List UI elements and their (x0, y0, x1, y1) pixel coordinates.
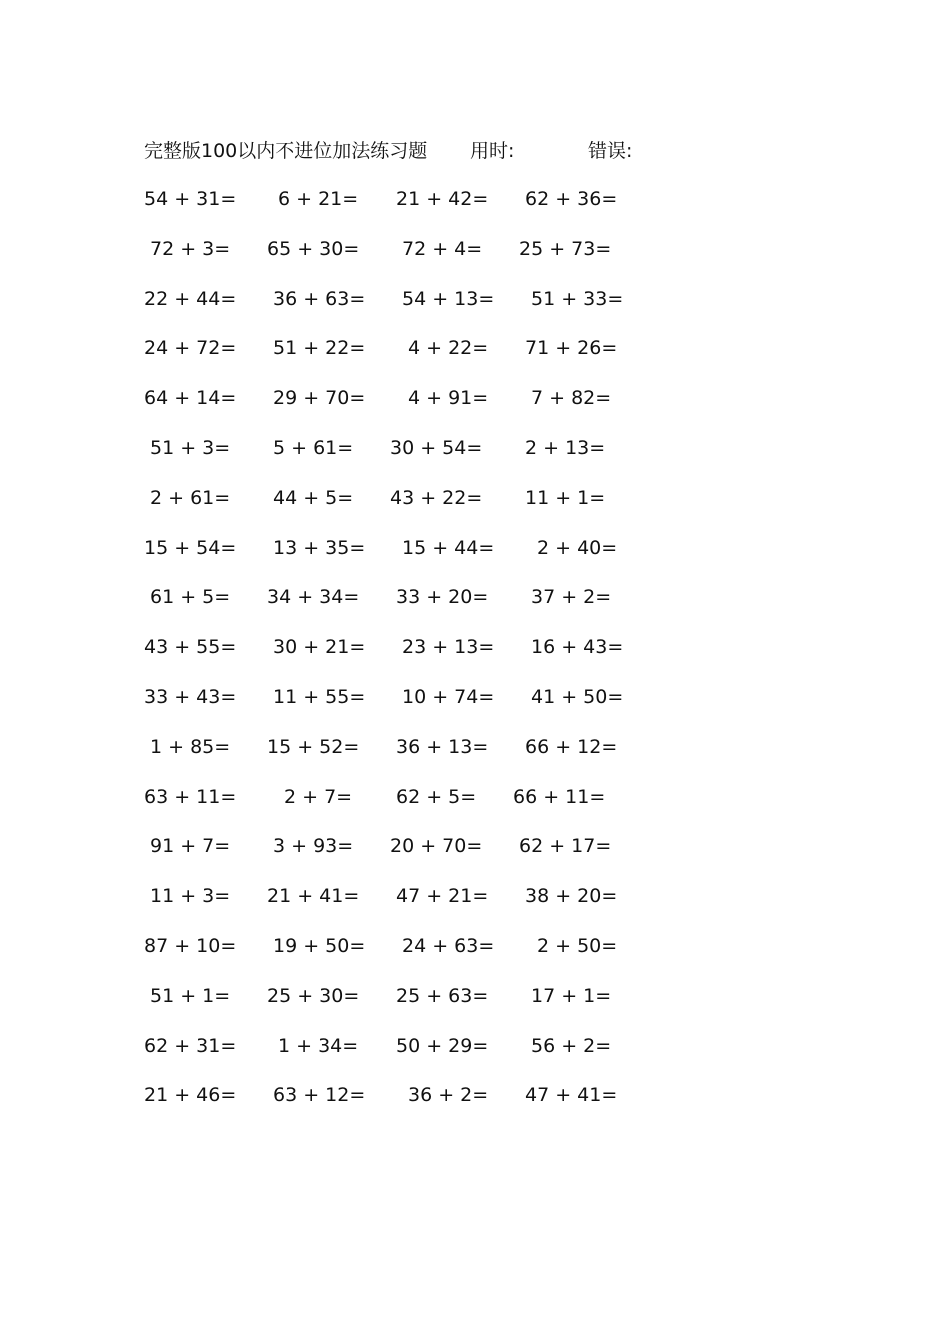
addition-problem: 15 + 54= (144, 536, 237, 559)
addition-problem: 37 + 2= (531, 586, 612, 609)
problem-row (0, 682, 950, 732)
problem-grid (0, 184, 950, 1130)
problem-row (0, 831, 950, 881)
addition-problem: 6 + 21= (278, 188, 359, 210)
addition-problem: 29 + 70= (273, 387, 366, 410)
addition-problem: 62 + 5= (396, 785, 477, 808)
addition-problem: 51 + 1= (150, 984, 231, 1007)
addition-problem: 64 + 14= (144, 387, 237, 410)
addition-problem: 21 + 46= (144, 1084, 237, 1107)
problem-row (0, 284, 950, 334)
addition-problem: 11 + 55= (273, 685, 366, 708)
addition-problem: 25 + 30= (267, 984, 360, 1007)
worksheet-header (0, 136, 950, 166)
addition-problem: 66 + 11= (513, 785, 606, 808)
addition-problem: 25 + 73= (519, 237, 612, 260)
addition-problem: 4 + 91= (408, 387, 489, 410)
addition-problem: 11 + 3= (150, 885, 231, 908)
addition-problem: 7 + 82= (531, 387, 612, 410)
addition-problem: 4 + 22= (408, 337, 489, 360)
addition-problem: 51 + 22= (273, 337, 366, 360)
addition-problem: 61 + 5= (150, 586, 231, 609)
addition-problem: 63 + 12= (273, 1084, 366, 1107)
addition-problem: 21 + 42= (396, 188, 489, 210)
addition-problem: 15 + 44= (402, 536, 495, 559)
addition-problem: 36 + 13= (396, 735, 489, 758)
addition-problem: 30 + 54= (390, 436, 483, 459)
addition-problem: 87 + 10= (144, 934, 237, 957)
addition-problem: 51 + 33= (531, 287, 624, 310)
addition-problem: 22 + 44= (144, 287, 237, 310)
addition-problem: 72 + 3= (150, 237, 231, 260)
problem-row (0, 483, 950, 533)
addition-problem: 19 + 50= (273, 934, 366, 957)
problem-row (0, 184, 950, 234)
problem-row (0, 732, 950, 782)
addition-problem: 11 + 1= (525, 486, 606, 509)
problem-row (0, 533, 950, 583)
addition-problem: 36 + 63= (273, 287, 366, 310)
addition-problem: 62 + 17= (519, 835, 612, 858)
addition-problem: 62 + 36= (525, 188, 618, 210)
page-title: 完整版100以内不进位加法练习题 (144, 140, 428, 162)
problem-row (0, 782, 950, 832)
addition-problem: 23 + 13= (402, 636, 495, 659)
problem-row (0, 333, 950, 383)
addition-problem: 56 + 2= (531, 1034, 612, 1057)
addition-problem: 2 + 13= (525, 436, 606, 459)
addition-problem: 2 + 61= (150, 486, 231, 509)
addition-problem: 2 + 40= (537, 536, 618, 559)
time-used-label: 用时: (470, 140, 515, 162)
addition-problem: 47 + 41= (525, 1084, 618, 1107)
addition-problem: 38 + 20= (525, 885, 618, 908)
addition-problem: 21 + 41= (267, 885, 360, 908)
problem-row (0, 981, 950, 1031)
addition-problem: 54 + 13= (402, 287, 495, 310)
addition-problem: 41 + 50= (531, 685, 624, 708)
addition-problem: 10 + 74= (402, 685, 495, 708)
problem-row (0, 582, 950, 632)
addition-problem: 43 + 22= (390, 486, 483, 509)
addition-problem: 30 + 21= (273, 636, 366, 659)
addition-problem: 20 + 70= (390, 835, 483, 858)
problem-row (0, 632, 950, 682)
addition-problem: 3 + 93= (273, 835, 354, 858)
addition-problem: 2 + 7= (284, 785, 353, 808)
addition-problem: 1 + 85= (150, 735, 231, 758)
addition-problem: 2 + 50= (537, 934, 618, 957)
addition-problem: 72 + 4= (402, 237, 483, 260)
addition-problem: 65 + 30= (267, 237, 360, 260)
addition-problem: 25 + 63= (396, 984, 489, 1007)
error-count-label: 错误: (588, 140, 633, 162)
addition-problem: 5 + 61= (273, 436, 354, 459)
addition-problem: 43 + 55= (144, 636, 237, 659)
problem-row (0, 383, 950, 433)
addition-problem: 91 + 7= (150, 835, 231, 858)
addition-problem: 33 + 43= (144, 685, 237, 708)
addition-problem: 17 + 1= (531, 984, 612, 1007)
addition-problem: 47 + 21= (396, 885, 489, 908)
addition-problem: 16 + 43= (531, 636, 624, 659)
problem-row (0, 1080, 950, 1130)
addition-problem: 62 + 31= (144, 1034, 237, 1057)
problem-row (0, 881, 950, 931)
addition-problem: 1 + 34= (278, 1034, 359, 1057)
addition-problem: 54 + 31= (144, 188, 237, 210)
addition-problem: 33 + 20= (396, 586, 489, 609)
addition-problem: 50 + 29= (396, 1034, 489, 1057)
problem-row (0, 234, 950, 284)
addition-problem: 36 + 2= (408, 1084, 489, 1107)
problem-row (0, 931, 950, 981)
addition-problem: 71 + 26= (525, 337, 618, 360)
addition-problem: 24 + 63= (402, 934, 495, 957)
problem-row (0, 433, 950, 483)
addition-problem: 44 + 5= (273, 486, 354, 509)
addition-problem: 63 + 11= (144, 785, 237, 808)
addition-problem: 66 + 12= (525, 735, 618, 758)
addition-problem: 24 + 72= (144, 337, 237, 360)
addition-problem: 15 + 52= (267, 735, 360, 758)
addition-problem: 34 + 34= (267, 586, 360, 609)
addition-problem: 51 + 3= (150, 436, 231, 459)
addition-problem: 13 + 35= (273, 536, 366, 559)
problem-row (0, 1031, 950, 1081)
